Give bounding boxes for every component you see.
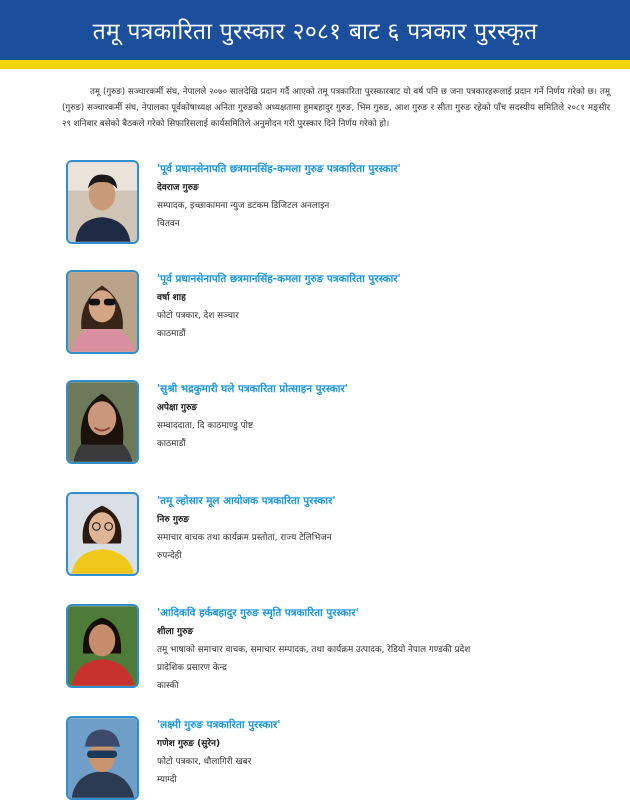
award-title: 'लक्ष्मी गुरुङ पत्रकारिता पुरस्कार' (157, 719, 281, 731)
recipient-place: चितवन (157, 219, 180, 229)
award-title: 'आदिकवि हर्कबहादुर गुरुङ स्मृति पत्रकारिता पुरस्कार' (157, 607, 359, 619)
award-title: 'सुश्री भद्रकुमारी घले पत्रकारिता प्रोत्साहन पुरस्कार' (157, 383, 348, 395)
portrait-image (68, 382, 137, 462)
recipient-place: रुपन्देही (157, 551, 182, 561)
recipient-photo (66, 604, 139, 688)
recipient-role: फोटो पत्रकार, देश सञ्चार (157, 311, 239, 321)
header-banner (0, 0, 630, 60)
award-entry (66, 270, 611, 360)
portrait-image (68, 606, 137, 686)
recipient-place: काठमाडौं (157, 329, 186, 339)
recipient-name: शीला गुरुङ (157, 627, 194, 637)
recipient-photo (66, 160, 139, 244)
yellow-divider (0, 60, 630, 69)
intro-paragraph: तमू (गुरुङ) सञ्चारकर्मी संघ, नेपालले २०७० सालदेखि प्रदान गर्दै आएको तमू पत्रकारिता पुरस्कारबाट यो वर्ष पनि छ जना पत्रकारहरूलाई प्रदान गर्ने निर्णय गरेको छ। तमू (गुरुङ) सञ्चारकर्मी संघ, नेपालका पूर्वकोषाध्यक्ष अनिता गुरुङको अध्यक्षतामा हुमबहादुर गुरुङ, भिम गुरुङ, आश गुरुङ र सीता गुरुङ रहेको पाँच सदस्यीय समितिले २०८१ मङ्सीर २९ शनिबार बसेको बैठकले गरेको सिफारिसलाई कार्यसमितिले अनुमोदन गरी पुरस्कार दिने निर्णय गरेको हो। (62, 87, 610, 129)
recipient-name: देवराज गुरुङ (157, 183, 199, 193)
award-title: 'तमू ल्होसार मूल आयोजक पत्रकारिता पुरस्कार' (157, 495, 336, 507)
award-entry (66, 716, 611, 806)
recipient-role: सम्पादक, इच्छाकामना न्युज डटकम डिजिटल अनलाइन (157, 201, 330, 211)
recipient-photo (66, 716, 139, 800)
award-title: 'पूर्व प्रधानसेनापति छत्रमानसिंह-कमला गुरुङ पत्रकारिता पुरस्कार' (157, 163, 401, 175)
portrait-image (68, 272, 137, 352)
award-title: 'पूर्व प्रधानसेनापति छत्रमानसिंह-कमला गुरुङ पत्रकारिता पुरस्कार' (157, 273, 401, 285)
recipient-photo (66, 270, 139, 354)
recipient-place: म्याग्दी (157, 775, 177, 785)
recipient-name: गणेश गुरुङ (सुरेन) (157, 739, 221, 749)
recipient-role: सम्वाददाता, दि काठमाण्डु पोष्ट (157, 421, 254, 431)
award-entry (66, 604, 611, 694)
portrait-image (68, 494, 137, 574)
award-entry (66, 380, 611, 470)
recipient-name: अपेक्षा गुरुङ (157, 403, 198, 413)
award-entry (66, 160, 611, 250)
recipient-role: तमू भाषाको समाचार वाचक, समाचार सम्पादक, तथा कार्यक्रम उत्पादक, रेडियो नेपाल गण्डकी प्रदेश (157, 645, 471, 655)
recipient-place: कास्की (157, 681, 179, 691)
recipient-photo (66, 492, 139, 576)
portrait-image (68, 162, 137, 242)
award-entry (66, 492, 611, 582)
recipient-name: वर्षा शाह (157, 293, 186, 303)
page-title: तमू पत्रकारिता पुरस्कार २०८१ बाट ६ पत्रकार पुरस्कृत (92, 19, 538, 45)
recipient-photo (66, 380, 139, 464)
portrait-image (68, 718, 137, 798)
recipient-place: काठमाडौं (157, 439, 186, 449)
recipient-role: फोटो पत्रकार, धौलागिरी खबर (157, 757, 252, 767)
recipient-role: समाचार वाचक तथा कार्यक्रम प्रस्तोता, राज्य टेलिभिजन (157, 533, 332, 543)
recipient-role-continued: प्रादेशिक प्रसारण केन्द्र (157, 663, 227, 673)
recipient-name: निरु गुरुङ (157, 515, 190, 525)
